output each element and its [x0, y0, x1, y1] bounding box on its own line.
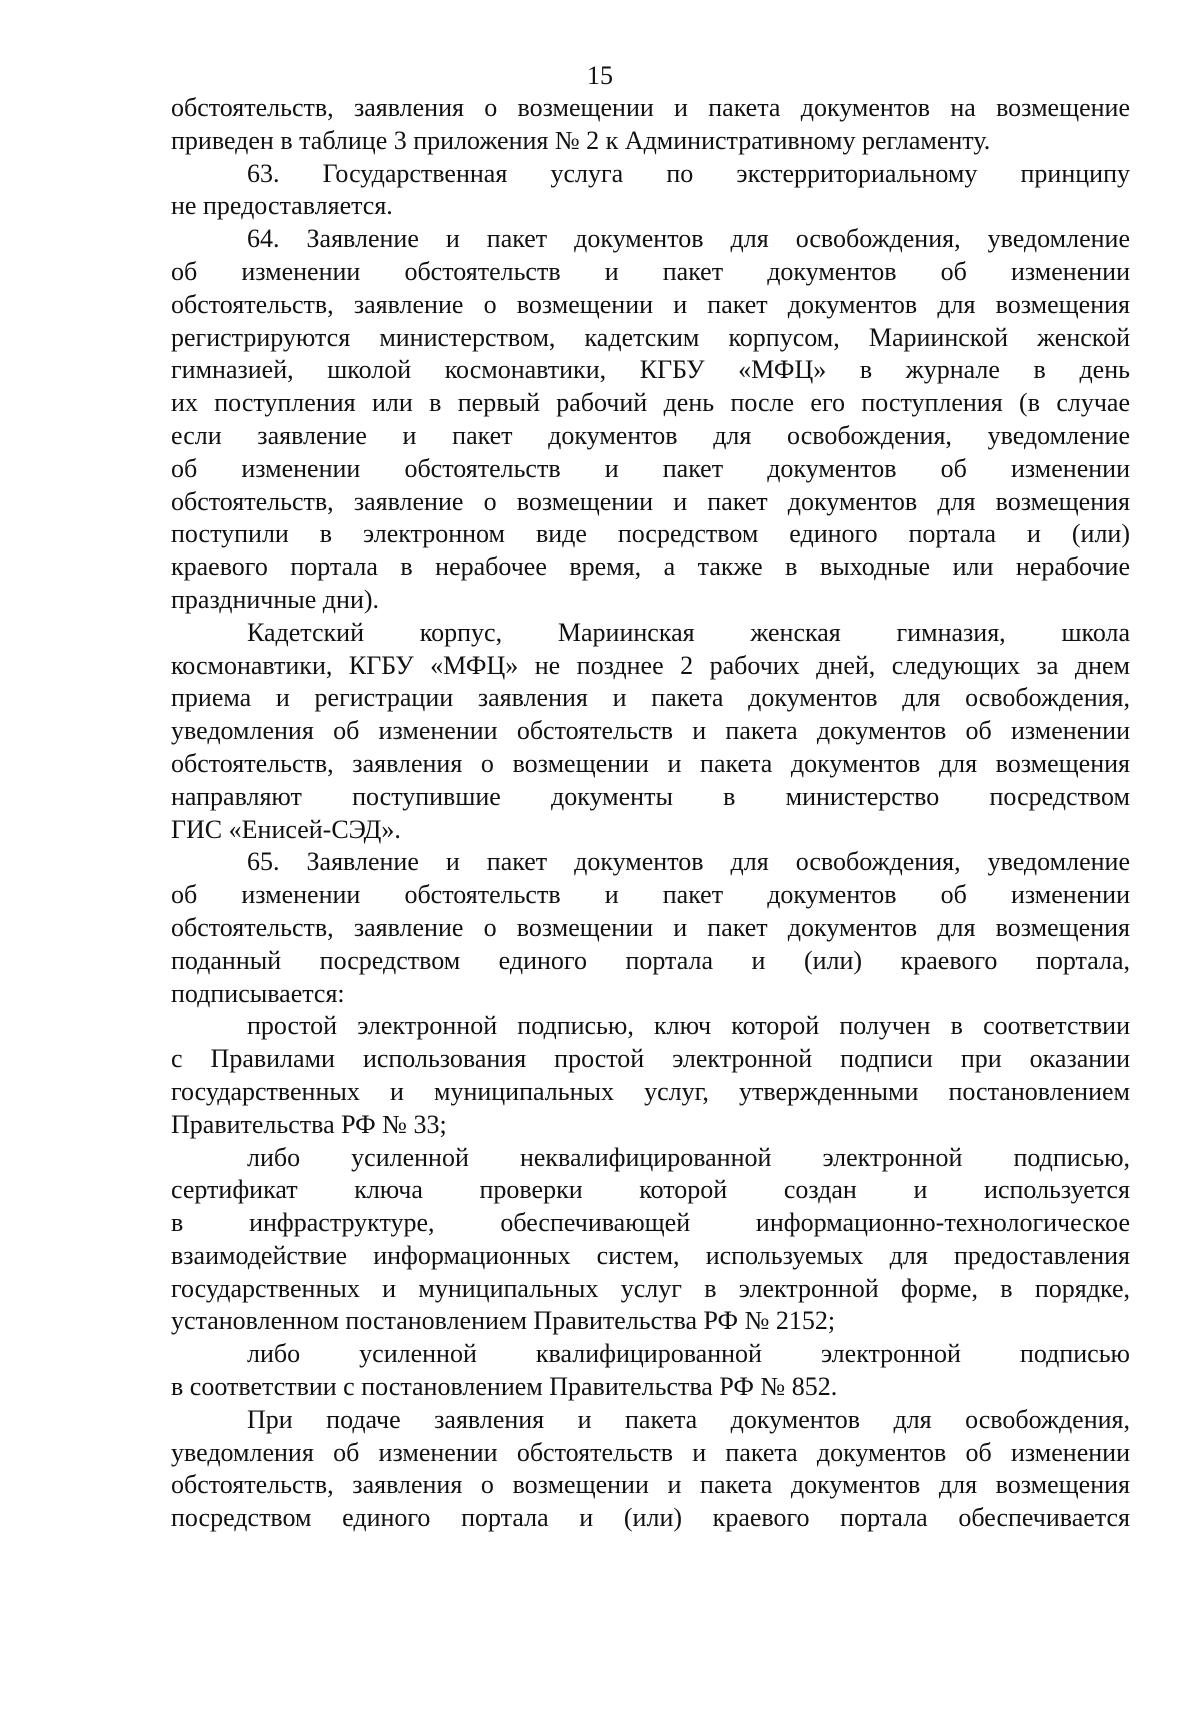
- text-line: если заявление и пакет документов для освобождения, уведомление: [171, 420, 1130, 450]
- text-line: либо усиленной неквалифицированной электронной подписью,: [247, 1142, 1130, 1172]
- text-line: их поступления или в первый рабочий день после его поступления (в случае: [171, 388, 1130, 418]
- text-line: ГИС «Енисей-СЭД».: [171, 814, 401, 844]
- text-line: обстоятельств, заявление о возмещении и пакет документов для возмещения: [171, 912, 1130, 942]
- text-line: не предоставляется.: [171, 191, 393, 221]
- text-line: приведен в таблице 3 приложения № 2 к Административному регламенту.: [171, 125, 991, 155]
- text-line: в инфраструктуре, обеспечивающей информационно-технологическое: [171, 1208, 1130, 1238]
- paragraph: [171, 1338, 1130, 1404]
- text-line: об изменении обстоятельств и пакет документов об изменении: [171, 453, 1130, 483]
- text-line: уведомления об изменении обстоятельств и пакета документов об изменении: [171, 1437, 1130, 1467]
- text-line: обстоятельств, заявления о возмещении и пакета документов для возмещения: [171, 748, 1130, 778]
- paragraph: [171, 158, 1130, 224]
- document-body: [171, 92, 1130, 1535]
- text-line: с Правилами использования простой электронной подписи при оказании: [171, 1044, 1130, 1074]
- text-line: взаимодействие информационных систем, используемых для предоставления: [171, 1240, 1130, 1270]
- text-line: обстоятельств, заявление о возмещении и пакет документов для возмещения: [171, 486, 1130, 516]
- text-line: обстоятельств, заявление о возмещении и пакет документов для возмещения: [171, 289, 1130, 319]
- text-line: поданный посредством единого портала и (или) краевого портала,: [171, 945, 1130, 975]
- text-line: Правительства РФ № 33;: [171, 1109, 447, 1139]
- paragraph: [171, 1142, 1130, 1339]
- text-line: посредством единого портала и (или) краевого портала обеспечивается: [171, 1503, 1130, 1533]
- text-line: либо усиленной квалифицированной электронной подписью: [247, 1339, 1130, 1369]
- text-line: государственных и муниципальных услуг в электронной форме, в порядке,: [171, 1273, 1130, 1303]
- text-line: сертификат ключа проверки которой создан и используется: [171, 1175, 1130, 1205]
- text-line: уведомления об изменении обстоятельств и пакета документов об изменении: [171, 716, 1130, 746]
- text-line: регистрируются министерством, кадетским корпусом, Мариинской женской: [171, 322, 1130, 352]
- paragraph: [171, 1010, 1130, 1141]
- text-line: праздничные дни).: [171, 584, 380, 614]
- text-line: 65. Заявление и пакет документов для освобождения, уведомление: [247, 847, 1130, 877]
- text-line: При подаче заявления и пакета документов для освобождения,: [247, 1404, 1130, 1434]
- text-line: космонавтики, КГБУ «МФЦ» не позднее 2 рабочих дней, следующих за днем: [171, 650, 1130, 680]
- text-line: поступили в электронном виде посредством единого портала и (или): [171, 519, 1130, 549]
- text-line: установленном постановлением Правительства РФ № 2152;: [171, 1306, 836, 1336]
- text-line: обстоятельств, заявления о возмещении и пакета документов для возмещения: [171, 1470, 1130, 1500]
- text-line: об изменении обстоятельств и пакет документов об изменении: [171, 880, 1130, 910]
- page-number: 15: [587, 61, 613, 90]
- paragraph: [171, 223, 1130, 617]
- text-line: простой электронной подписью, ключ которой получен в соответствии: [247, 1011, 1130, 1041]
- paragraph: [171, 846, 1130, 1010]
- text-line: краевого портала в нерабочее время, а также в выходные или нерабочие: [171, 552, 1130, 582]
- paragraph: [171, 92, 1130, 158]
- text-line: Кадетский корпус, Мариинская женская гимназия, школа: [247, 617, 1130, 647]
- text-line: государственных и муниципальных услуг, утвержденными постановлением: [171, 1076, 1130, 1106]
- text-line: 63. Государственная услуга по экстерриториальному принципу: [247, 158, 1130, 188]
- text-line: 64. Заявление и пакет документов для освобождения, уведомление: [247, 224, 1130, 254]
- text-line: подписывается:: [171, 978, 345, 1008]
- paragraph: [171, 1404, 1130, 1535]
- text-line: обстоятельств, заявления о возмещении и пакета документов на возмещение: [171, 93, 1130, 122]
- text-line: об изменении обстоятельств и пакет документов об изменении: [171, 256, 1130, 286]
- text-line: гимназией, школой космонавтики, КГБУ «МФЦ» в журнале в день: [171, 355, 1130, 385]
- paragraph: [171, 617, 1130, 847]
- text-line: приема и регистрации заявления и пакета документов для освобождения,: [171, 683, 1130, 713]
- text-line: направляют поступившие документы в министерство посредством: [171, 781, 1130, 811]
- text-line: в соответствии с постановлением Правительства РФ № 852.: [171, 1372, 838, 1402]
